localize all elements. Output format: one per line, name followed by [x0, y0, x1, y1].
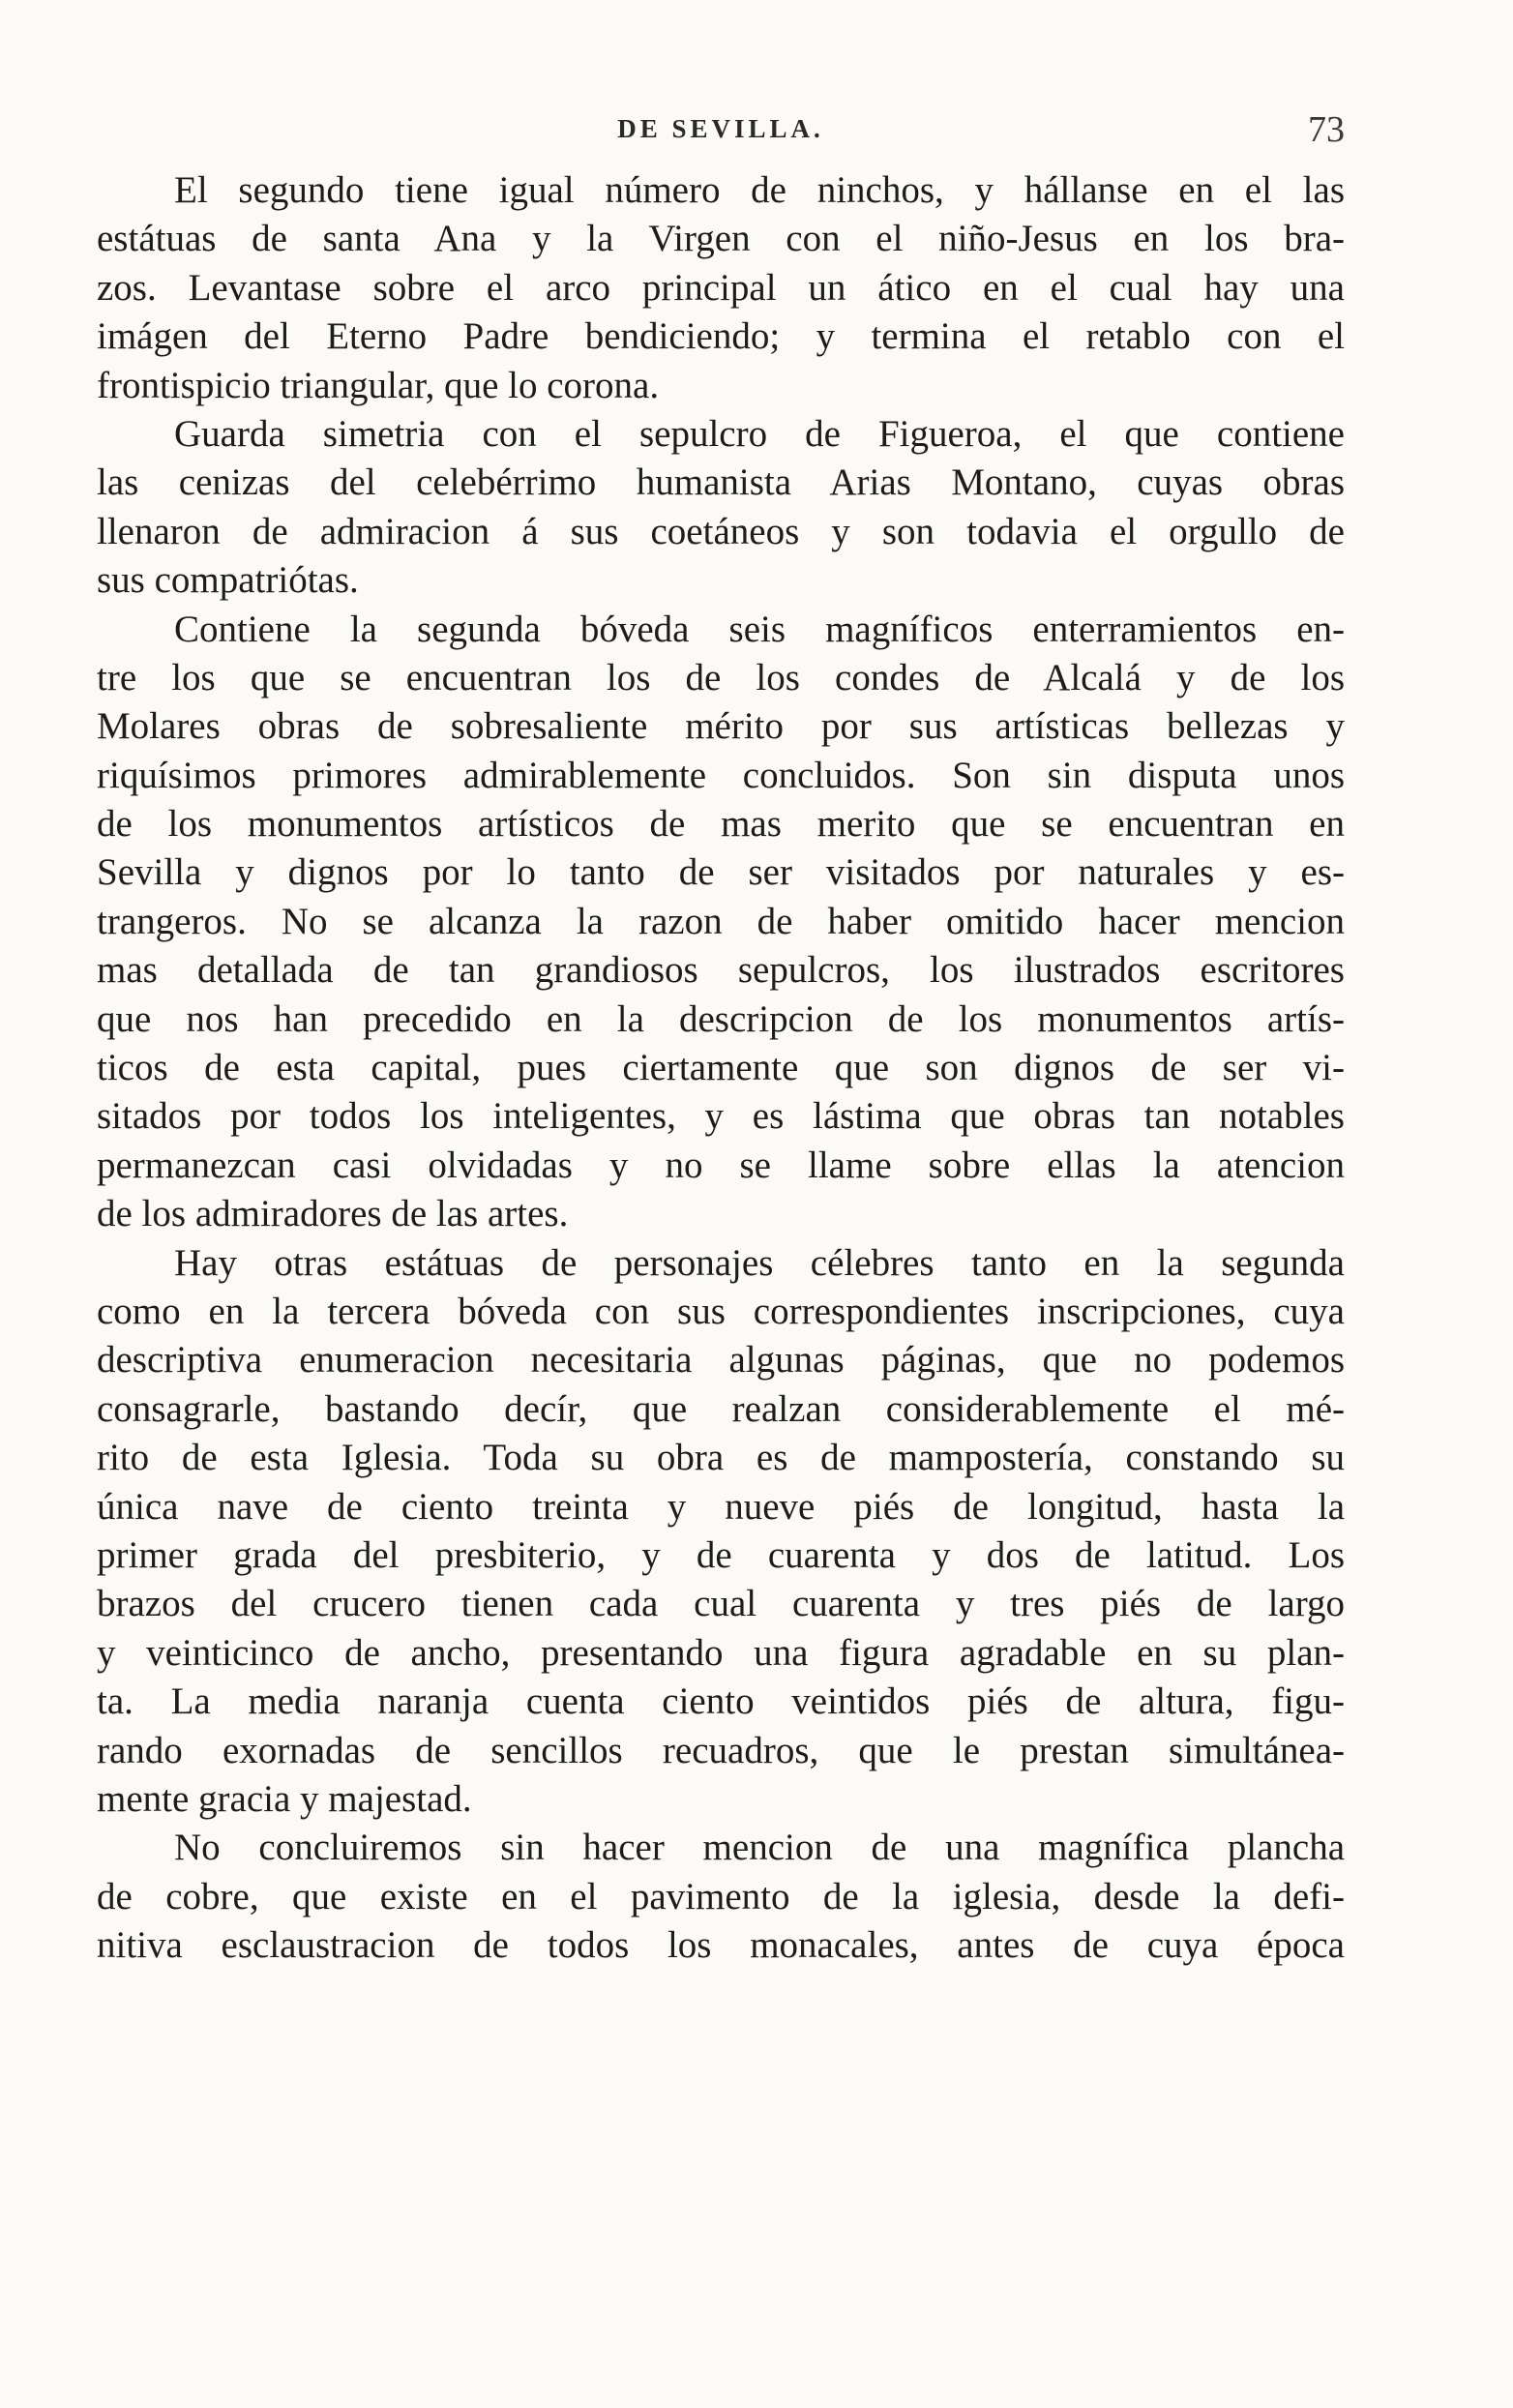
text-line: llenaron de admiracion á sus coetáneos y son todavia el orgullo de — [97, 510, 1345, 552]
paragraph — [97, 1239, 1345, 1825]
text-line: de los admiradores de las artes. — [97, 1193, 569, 1235]
text-line: como en la tercera bóveda con sus correspondientes inscripciones, cuya — [97, 1290, 1345, 1332]
text-line: las cenizas del celebérrimo humanista Arias Montano, cuyas obras — [97, 461, 1345, 504]
text-line: trangeros. No se alcanza la razon de haber omitido hacer mencion — [97, 900, 1345, 942]
body-text — [97, 166, 1345, 1970]
text-line: zos. Levantase sobre el arco principal un ático en el cual hay una — [97, 266, 1345, 309]
paragraph — [97, 166, 1345, 410]
text-line: Guarda simetria con el sepulcro de Figueroa, el que contiene — [174, 412, 1345, 455]
text-line: consagrarle, bastando decír, que realzan considerablemente el mé- — [97, 1387, 1345, 1430]
text-line: Hay otras estátuas de personajes célebres tanto en la segunda — [174, 1241, 1345, 1284]
text-line: imágen del Eterno Padre bendiciendo; y termina el retablo con el — [97, 315, 1345, 358]
paragraph — [97, 1824, 1345, 1970]
text-line: sitados por todos los inteligentes, y es lástima que obras tan notables — [97, 1095, 1345, 1138]
text-line: nitiva esclaustracion de todos los monacales, antes de cuya época — [97, 1924, 1345, 1967]
text-line: estátuas de santa Ana y la Virgen con el niño-Jesus en los bra- — [97, 218, 1345, 260]
text-line: primer grada del presbiterio, y de cuarenta y dos de latitud. Los — [97, 1533, 1345, 1576]
running-title: DE SEVILLA. — [617, 114, 824, 143]
text-line: Contiene la segunda bóveda seis magníficos enterramientos en- — [174, 608, 1345, 650]
text-line: mente gracia y majestad. — [97, 1777, 472, 1820]
text-line: frontispicio triangular, que lo corona. — [97, 364, 660, 406]
text-line: No concluiremos sin hacer mencion de una magnífica plancha — [174, 1827, 1345, 1869]
paragraph — [97, 410, 1345, 606]
text-line: única nave de ciento treinta y nueve piés de longitud, hasta la — [97, 1485, 1345, 1528]
text-line: que nos han precedido en la descripcion de los monumentos artís- — [97, 997, 1345, 1040]
text-line: Sevilla y dignos por lo tanto de ser visitados por naturales y es- — [97, 851, 1345, 894]
text-line: mas detallada de tan grandiosos sepulcros, los ilustrados escritores — [97, 949, 1345, 992]
text-line: tre los que se encuentran los de los condes de Alcalá y de los — [97, 656, 1345, 699]
text-line: ticos de esta capital, pues ciertamente que son dignos de ser vi- — [97, 1047, 1345, 1089]
text-line: El segundo tiene igual número de ninchos, y hállanse en el las — [174, 169, 1345, 211]
text-line: ta. La media naranja cuenta ciento veintidos piés de altura, figu- — [97, 1680, 1345, 1723]
text-line: Molares obras de sobresaliente mérito por sus artísticas bellezas y — [97, 705, 1345, 748]
text-line: sus compatriótas. — [97, 559, 359, 602]
text-line: rito de esta Iglesia. Toda su obra es de mampostería, constando su — [97, 1437, 1345, 1479]
text-line: riquísimos primores admirablemente concluidos. Son sin disputa unos — [97, 754, 1345, 796]
text-line: permanezcan casi olvidadas y no se llame sobre ellas la atencion — [97, 1144, 1345, 1186]
text-line: descriptiva enumeracion necesitaria algunas páginas, que no podemos — [97, 1339, 1345, 1382]
text-line: de cobre, que existe en el pavimento de la iglesia, desde la defi- — [97, 1875, 1345, 1917]
text-line: brazos del crucero tienen cada cual cuarenta y tres piés de largo — [97, 1583, 1345, 1625]
text-line: rando exornadas de sencillos recuadros, que le prestan simultánea- — [97, 1729, 1345, 1771]
text-line: de los monumentos artísticos de mas merito que se encuentran en — [97, 803, 1345, 846]
text-line: y veinticinco de ancho, presentando una figura agradable en su plan- — [97, 1631, 1345, 1674]
paragraph — [97, 606, 1345, 1239]
running-head — [97, 109, 1345, 153]
page-number: 73 — [1308, 109, 1345, 150]
